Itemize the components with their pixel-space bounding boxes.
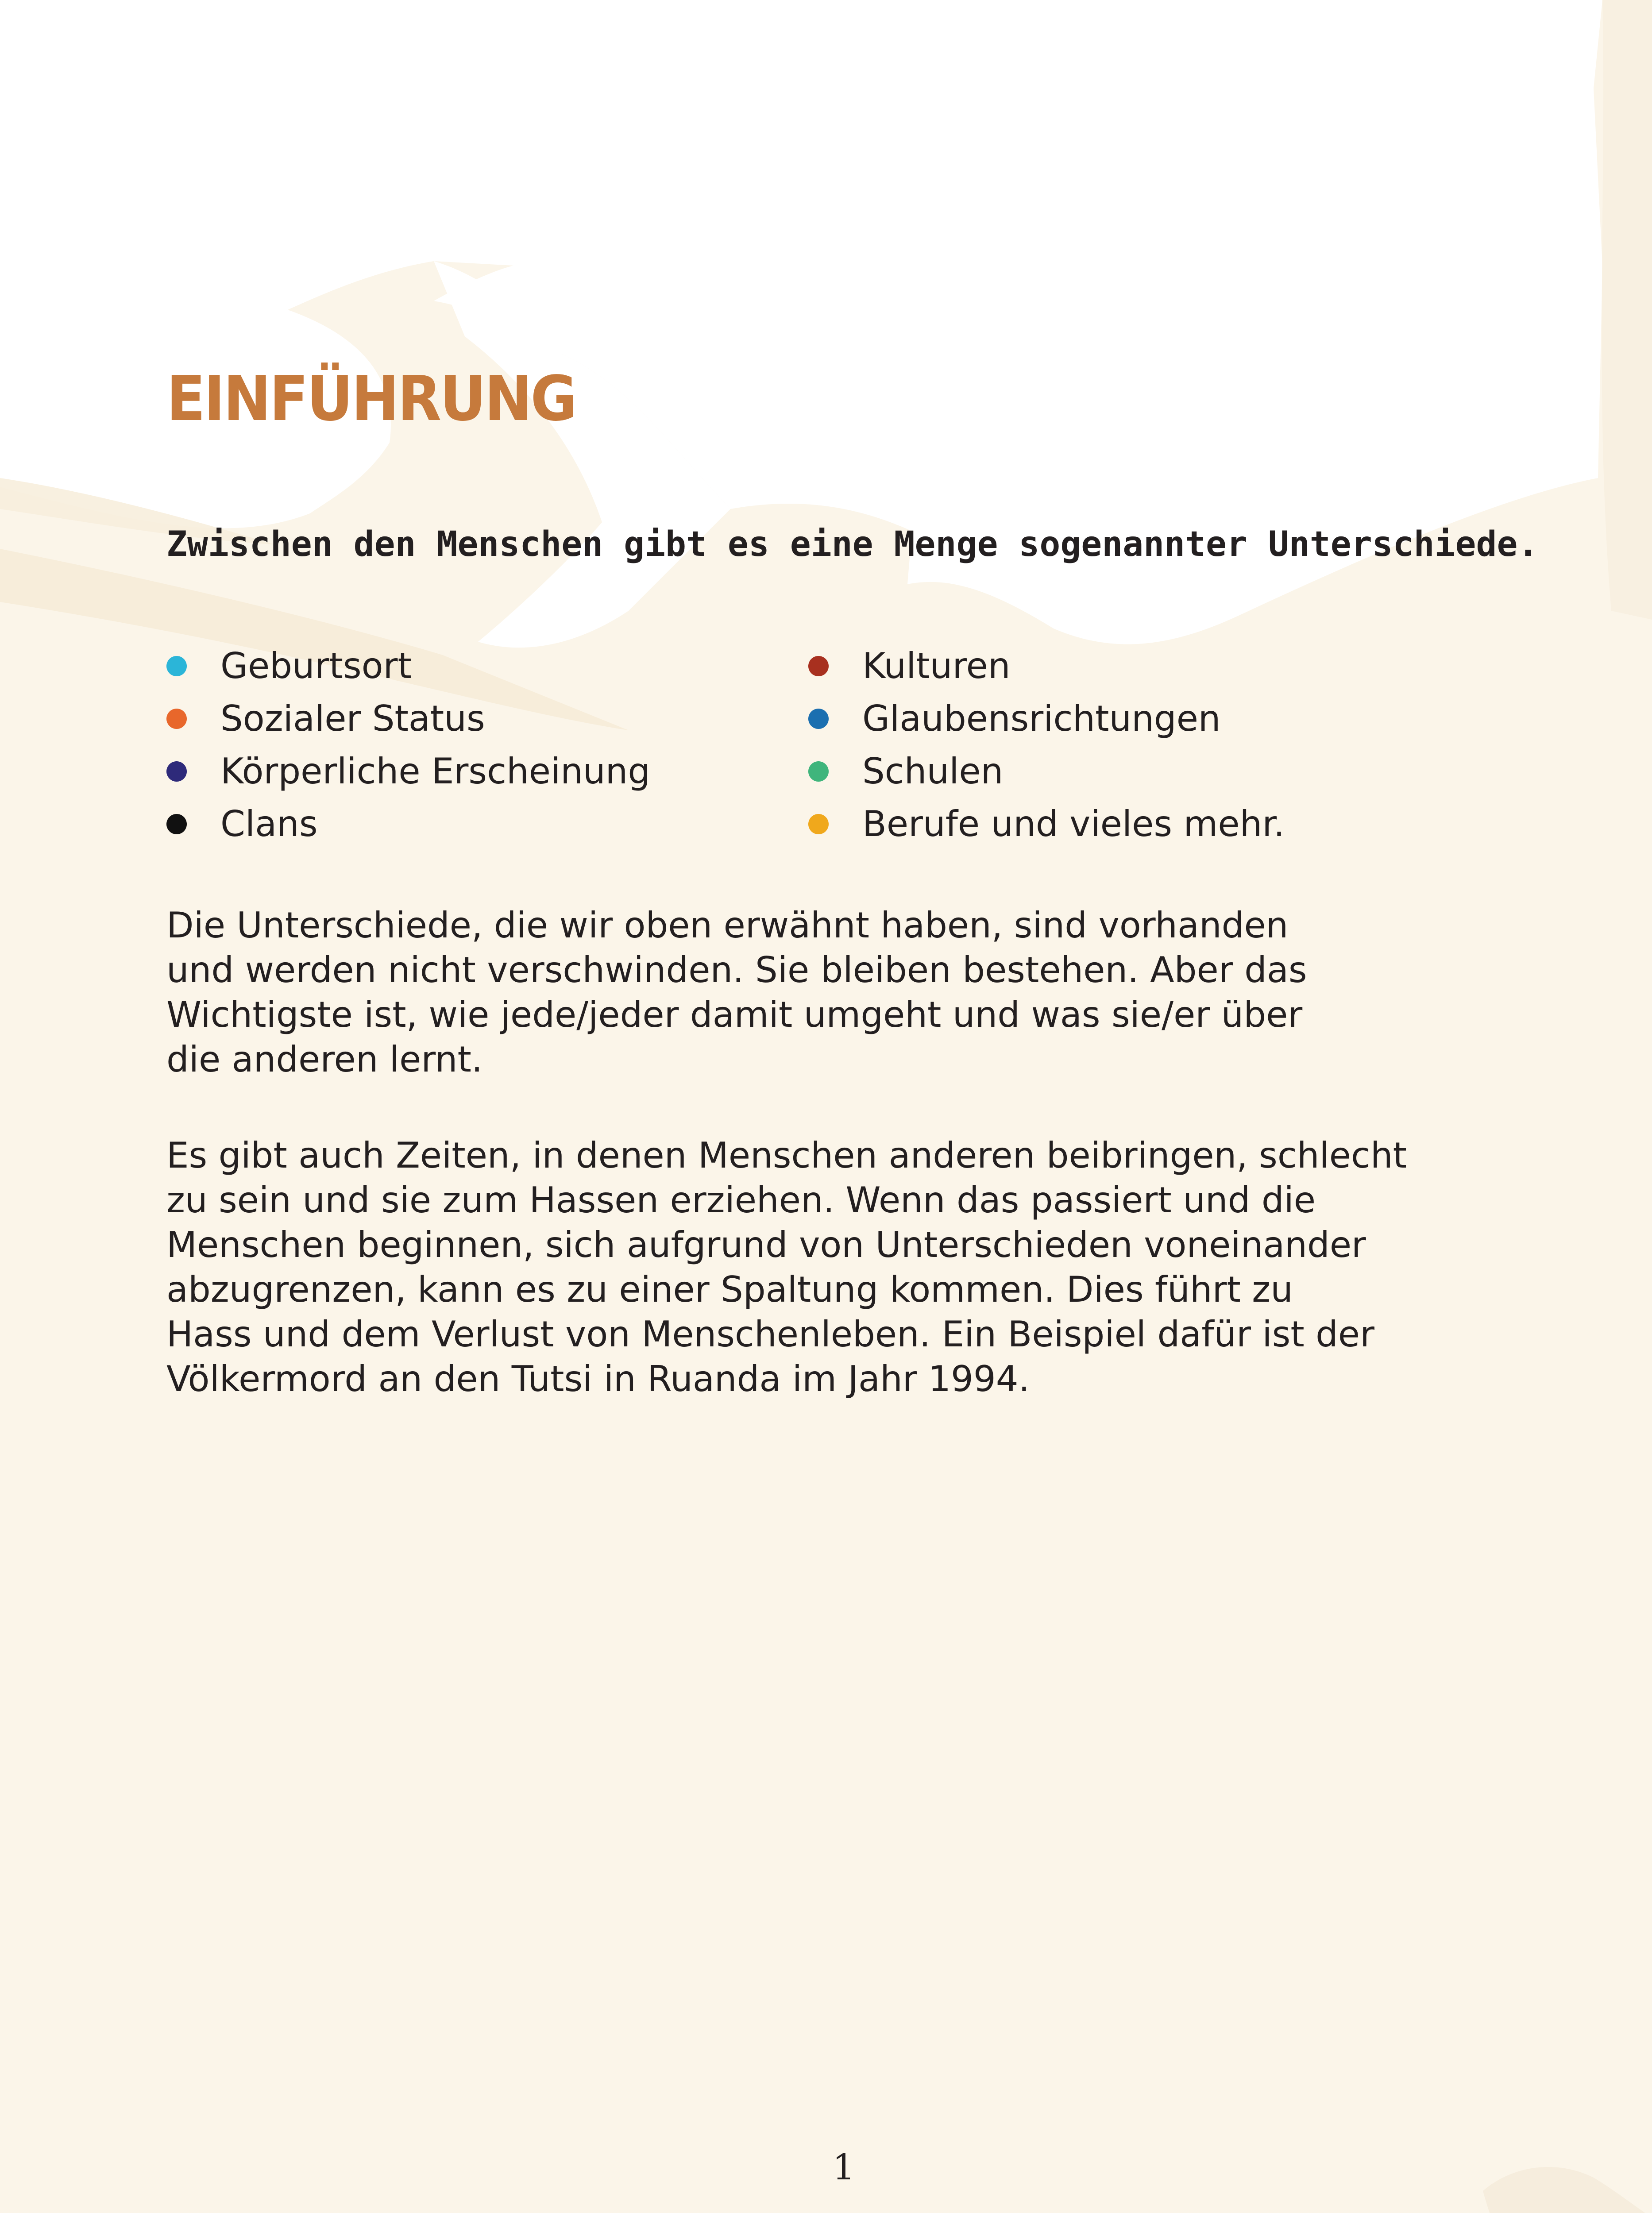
list-item-label: Geburtsort (220, 645, 412, 686)
list-item (166, 640, 650, 692)
bullet-dot-icon (166, 761, 187, 782)
list-item-label: Clans (220, 803, 318, 844)
page-heading: EINFÜHRUNG (166, 363, 576, 435)
bullet-list-left (166, 640, 650, 850)
paragraph-hatred (166, 1133, 1494, 1401)
paragraph-line: die anderen lernt. (166, 1039, 483, 1080)
bullet-dot-icon (808, 761, 829, 782)
paragraph-line: Hass und dem Verlust von Menschenleben. Ein Beispiel dafür ist der (166, 1314, 1375, 1355)
bullet-dot-icon (808, 709, 829, 729)
list-item (808, 640, 1285, 692)
list-item-label: Schulen (862, 751, 1004, 792)
list-item-label: Kulturen (862, 645, 1011, 686)
paragraph-line: Es gibt auch Zeiten, in denen Menschen anderen beibringen, schlecht (166, 1135, 1407, 1176)
intro-text: Zwischen den Menschen gibt es eine Menge sogenannter Unterschiede. (166, 524, 1539, 564)
bullet-dot-icon (166, 656, 187, 676)
paragraph-line: Wichtigste ist, wie jede/jeder damit umgeht und was sie/er über (166, 994, 1303, 1035)
list-item (166, 745, 650, 798)
list-item-label: Berufe und vieles mehr. (862, 803, 1285, 844)
paragraph-line: Menschen beginnen, sich aufgrund von Unterschieden voneinander (166, 1224, 1366, 1265)
bullet-list-right (808, 640, 1285, 850)
list-item (166, 798, 650, 850)
paragraph-line: und werden nicht verschwinden. Sie bleiben bestehen. Aber das (166, 949, 1307, 991)
paragraph-line: Völkermord an den Tutsi in Ruanda im Jahr 1994. (166, 1358, 1030, 1400)
paragraph-line: abzugrenzen, kann es zu einer Spaltung kommen. Dies führt zu (166, 1269, 1293, 1310)
list-item-label: Sozialer Status (220, 698, 485, 739)
paragraph-line: zu sein und sie zum Hassen erziehen. Wenn das passiert und die (166, 1180, 1316, 1221)
paragraph-differences (166, 903, 1494, 1082)
bullet-dot-icon (808, 656, 829, 676)
list-item (166, 692, 650, 745)
bullet-dot-icon (166, 814, 187, 834)
page-number: 1 (832, 2147, 855, 2188)
bullet-dot-icon (808, 814, 829, 834)
list-item (808, 798, 1285, 850)
list-item (808, 692, 1285, 745)
paragraph-line: Die Unterschiede, die wir oben erwähnt haben, sind vorhanden (166, 905, 1289, 946)
list-item-label: Körperliche Erscheinung (220, 751, 651, 792)
bullet-dot-icon (166, 709, 187, 729)
list-item (808, 745, 1285, 798)
list-item-label: Glaubensrichtungen (862, 698, 1221, 739)
